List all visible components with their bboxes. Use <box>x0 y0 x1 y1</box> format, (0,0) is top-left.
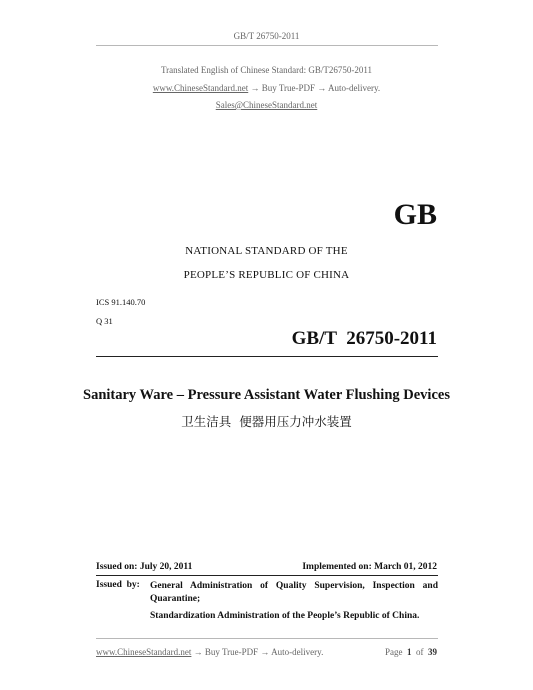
page-label: Page <box>385 647 403 657</box>
issued-on-date: Issued on: July 20, 2011 <box>96 562 193 572</box>
classification-code: Q 31 <box>96 316 113 326</box>
translation-note: Translated English of Chinese Standard: GB/T26750-2011 <box>160 65 373 75</box>
title-english: Sanitary Ware – Pressure Assistant Water Flushing Devices <box>83 387 450 403</box>
title-divider <box>96 356 438 357</box>
national-standard-line1: NATIONAL STANDARD OF THE <box>185 245 348 257</box>
issue-divider <box>96 575 438 576</box>
page-indicator <box>385 647 437 657</box>
ics-code: ICS 91.140.70 <box>96 297 146 307</box>
of-label: of <box>416 647 424 657</box>
site-link[interactable]: www.ChineseStandard.net <box>152 83 249 93</box>
title-chinese: 卫生洁具 便器用压力冲水装置 <box>181 414 352 429</box>
translation-links <box>0 83 533 93</box>
page-total: 39 <box>428 647 437 657</box>
implemented-on-date: Implemented on: March 01, 2012 <box>302 562 437 572</box>
header-standard-code: GB/T 26750-2011 <box>233 31 300 41</box>
national-standard-line2: PEOPLE’S REPUBLIC OF CHINA <box>183 269 350 281</box>
buy-text: → Buy True-PDF → Auto-delivery. <box>248 83 381 93</box>
issuer-1: General Administration of Quality Supervision, Inspection and Quarantine; <box>150 581 438 604</box>
gb-mark: GB <box>393 198 437 231</box>
issued-by-label: Issued by: <box>96 580 140 590</box>
standard-number: GB/T 26750-2011 <box>291 328 437 349</box>
email-link[interactable]: Sales@ChineseStandard.net <box>215 100 318 110</box>
footer-site-link[interactable]: www.ChineseStandard.net <box>96 647 192 657</box>
page-number: 1 <box>407 647 412 657</box>
footer-links <box>96 647 323 657</box>
header-divider <box>96 45 438 46</box>
footer-buy-text: → Buy True-PDF → Auto-delivery. <box>191 647 324 657</box>
footer-divider <box>96 638 438 639</box>
issuer-2: Standardization Administration of the People’s Republic of China. <box>150 611 420 621</box>
email-line <box>0 100 533 110</box>
